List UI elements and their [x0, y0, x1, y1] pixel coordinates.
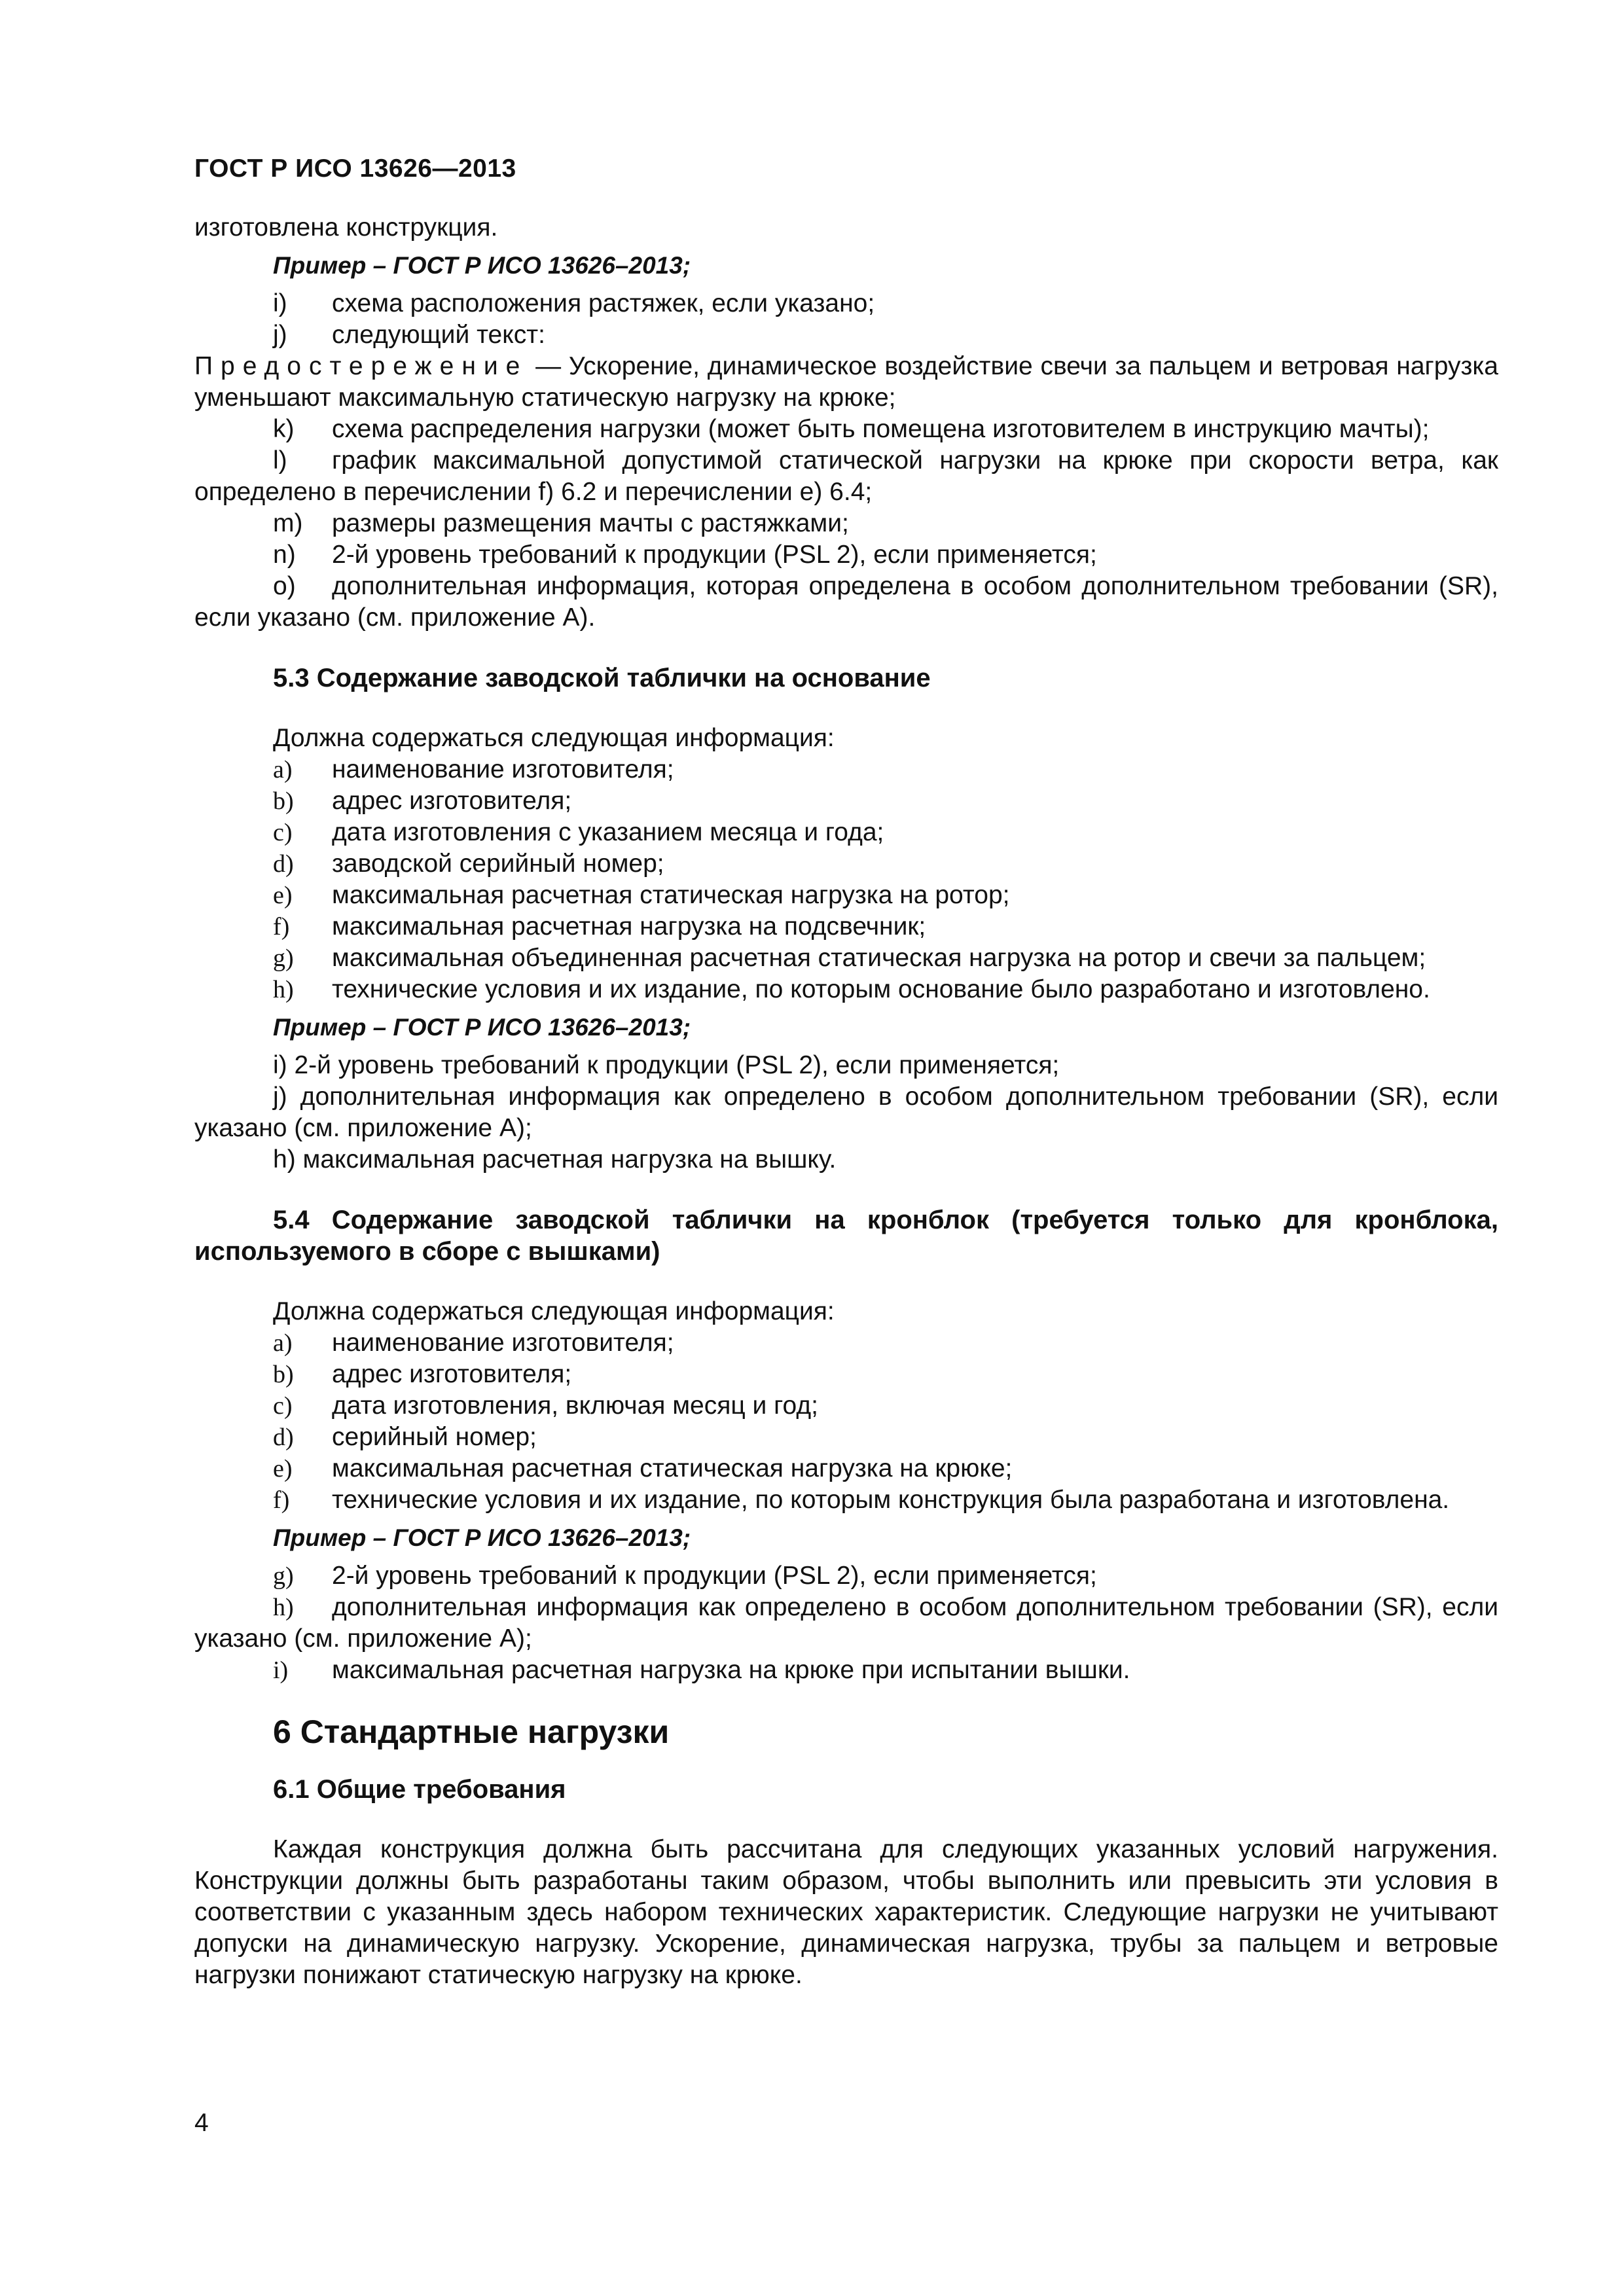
- list-item-text: максимальная расчетная нагрузка на крюке при испытании вышки.: [332, 1656, 1130, 1684]
- list-item-text: наименование изготовителя;: [332, 755, 674, 783]
- list-item-text: максимальная расчетная статическая нагрузка на ротор;: [332, 881, 1010, 909]
- section-5-3-lead: Должна содержаться следующая информация:: [273, 724, 835, 752]
- list-item-text: схема расположения растяжек, если указано;: [332, 289, 875, 317]
- list-item-text: серийный номер;: [332, 1423, 537, 1451]
- list-item-label: l): [273, 446, 287, 475]
- document-body: [194, 212, 1498, 1991]
- list-item-label: c): [273, 819, 293, 846]
- intro-tail-text: изготовлена конструкция.: [194, 213, 498, 242]
- list-item: [194, 1560, 1498, 1592]
- list-item: [194, 785, 1498, 817]
- section-6-1-heading: 6.1 Общие требования: [273, 1775, 566, 1804]
- list-item-label: h): [273, 1594, 294, 1621]
- list-item: [194, 942, 1498, 974]
- warning-paragraph: [194, 351, 1498, 414]
- list-item: [194, 288, 1498, 319]
- list-item: [194, 1655, 1498, 1686]
- list-item: h) максимальная расчетная нагрузка на вышку.: [273, 1145, 837, 1174]
- section-5-3-list: [194, 754, 1498, 1005]
- list-item: i) 2-й уровень требований к продукции (PSL 2), если применяется;: [273, 1051, 1060, 1079]
- list-item: [194, 974, 1498, 1005]
- list-item-text: дата изготовления, включая месяц и год;: [332, 1391, 818, 1420]
- list-item: [194, 848, 1498, 880]
- section-5-4-lead: Должна содержаться следующая информация:: [273, 1297, 835, 1325]
- list-item-text: размеры размещения мачты с растяжками;: [332, 509, 849, 537]
- list-item-label: k): [273, 415, 295, 443]
- list-item-text: наименование изготовителя;: [332, 1329, 674, 1357]
- list-item-label: n): [273, 541, 296, 569]
- list-item-label: g): [273, 944, 294, 972]
- warning-text: — Ускорение, динамическое воздействие свечи за пальцем и ветровая нагрузка уменьшают максимальную статическую нагрузку на крюке;: [194, 352, 1498, 412]
- list-item-text: адрес изготовителя;: [332, 787, 572, 815]
- list-item-text: адрес изготовителя;: [332, 1360, 572, 1388]
- list-item-text: следующий текст:: [332, 321, 545, 349]
- list-item-label: o): [273, 572, 296, 600]
- list-item-text: дата изготовления с указанием месяца и года;: [332, 818, 884, 846]
- list-item: [194, 508, 1498, 539]
- list-item-text: схема распределения нагрузки (может быть помещена изготовителем в инструкцию мачты);: [332, 415, 1430, 443]
- page-number: 4: [194, 2109, 209, 2137]
- example-note: Пример – ГОСТ Р ИСО 13626–2013;: [273, 1524, 691, 1551]
- example-note: Пример – ГОСТ Р ИСО 13626–2013;: [273, 252, 691, 279]
- section-5-4-list: [194, 1327, 1498, 1516]
- list-item-label: d): [273, 1424, 294, 1451]
- list-item: [194, 1453, 1498, 1484]
- list-item: [194, 880, 1498, 911]
- list-item: [194, 911, 1498, 942]
- section-5-3-heading: 5.3 Содержание заводской таблички на основание: [273, 664, 931, 692]
- warning-label: Предостережение: [194, 352, 528, 380]
- list-item-text: дополнительная информация как определено в особом дополнительном требовании (SR), если указано (см. приложение А);: [194, 1593, 1498, 1653]
- example-note: Пример – ГОСТ Р ИСО 13626–2013;: [273, 1014, 691, 1041]
- list-item-text: максимальная расчетная нагрузка на подсвечник;: [332, 912, 926, 941]
- section-5-4-heading: 5.4 Содержание заводской таблички на кронблок (требуется только для кронблока, используемого в сборе с вышками): [194, 1206, 1498, 1266]
- list-item: j) дополнительная информация как определено в особом дополнительном требовании (SR), если указано (см. приложение А);: [194, 1083, 1498, 1142]
- list-item-label: b): [273, 787, 294, 815]
- list-item-text: максимальная объединенная расчетная статическая нагрузка на ротор и свечи за пальцем;: [332, 944, 1426, 972]
- list-item: [194, 1592, 1498, 1655]
- list-item-label: e): [273, 882, 293, 909]
- list-item: [194, 445, 1498, 508]
- document-header: ГОСТ Р ИСО 13626—2013: [194, 154, 516, 183]
- section-6-heading: 6 Стандартные нагрузки: [273, 1713, 670, 1750]
- list-item-label: a): [273, 756, 293, 783]
- list-item: [194, 319, 1498, 351]
- list-item-label: f): [273, 1486, 290, 1514]
- list-item-text: технические условия и их издание, по которым конструкция была разработана и изготовлена.: [332, 1486, 1450, 1514]
- list-item: [194, 754, 1498, 785]
- list-item-label: j): [273, 321, 287, 349]
- list-item-label: b): [273, 1361, 294, 1388]
- list-item: [194, 414, 1498, 445]
- list-item: [194, 1422, 1498, 1453]
- section-6-1-paragraph: Каждая конструкция должна быть рассчитана для следующих указанных условий нагружения. Конструкции должны быть разработаны таким образом, чтобы выполнить или превысить эти условия в соответствии с указанным здесь набором технических характеристик. Следующие нагрузки не учитывают допуски на динамическую нагрузку. Ускорение, динамическая нагрузка, трубы за пальцем и ветровые нагрузки понижают статическую нагрузку на крюке.: [194, 1835, 1498, 1989]
- list-item-label: e): [273, 1455, 293, 1482]
- list-item-label: c): [273, 1392, 293, 1420]
- list-item: [194, 1390, 1498, 1422]
- list-item-text: максимальная расчетная статическая нагрузка на крюке;: [332, 1454, 1013, 1482]
- list-item: [194, 571, 1498, 634]
- list-item: [194, 539, 1498, 571]
- list-item-text: 2-й уровень требований к продукции (PSL 2), если применяется;: [332, 1562, 1097, 1590]
- list-item-label: d): [273, 850, 294, 878]
- list-item-text: технические условия и их издание, по которым основание было разработано и изготовлено.: [332, 975, 1430, 1003]
- list-item-label: g): [273, 1562, 294, 1590]
- list-item-label: f): [273, 913, 290, 941]
- list-item-label: h): [273, 976, 294, 1003]
- list-item-text: график максимальной допустимой статической нагрузки на крюке при скорости ветра, как определено в перечислении f) 6.2 и перечислении e) 6.4;: [194, 446, 1498, 506]
- list-item-text: дополнительная информация, которая определена в особом дополнительном требовании (SR), если указано (см. приложение А).: [194, 572, 1498, 632]
- list-item: [194, 1484, 1498, 1516]
- list-item: [194, 1327, 1498, 1359]
- list-item-label: i): [273, 1657, 289, 1684]
- list-item: [194, 1359, 1498, 1390]
- list-item-text: 2-й уровень требований к продукции (PSL 2), если применяется;: [332, 541, 1097, 569]
- list-item: [194, 817, 1498, 848]
- list-item-label: m): [273, 509, 303, 537]
- list-item-label: i): [273, 289, 287, 317]
- list-item-label: a): [273, 1329, 293, 1357]
- list-item-text: заводской серийный номер;: [332, 850, 664, 878]
